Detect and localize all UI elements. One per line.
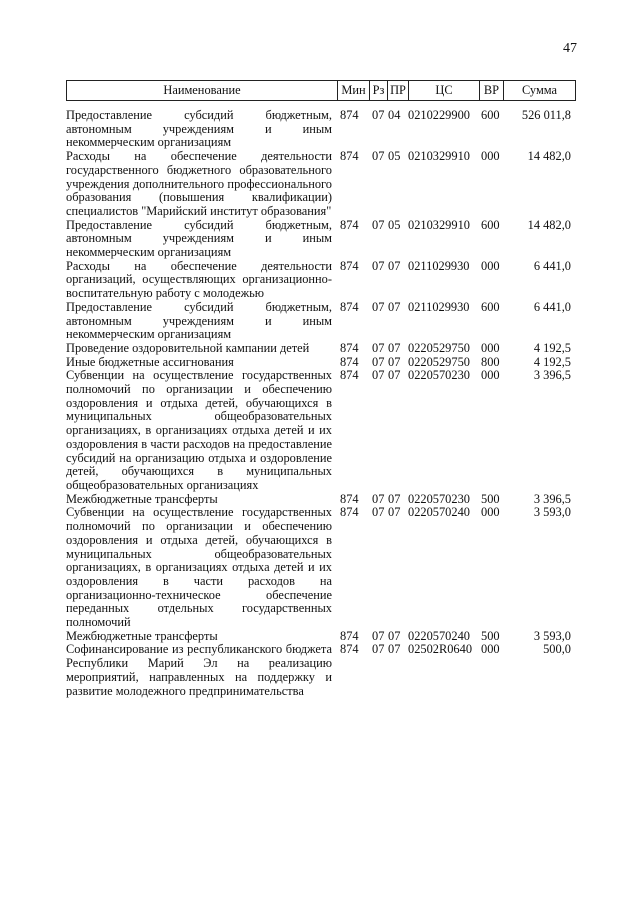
table-row xyxy=(66,150,576,219)
row-cs: 0220529750 xyxy=(408,354,470,369)
row-name: Предоставление субсидий бюджетным, автономным учреждениям и иным некоммерческим организациям xyxy=(66,108,332,150)
row-pr: 05 xyxy=(388,217,401,232)
header-rz: Рз xyxy=(369,81,387,100)
header-min: Мин xyxy=(337,81,369,100)
row-cs: 0220570230 xyxy=(408,368,470,383)
row-cs: 0220529750 xyxy=(408,340,470,355)
row-pr: 07 xyxy=(388,628,401,643)
row-min: 874 xyxy=(340,258,359,273)
row-cs: 0220570240 xyxy=(408,628,470,643)
row-pr: 07 xyxy=(388,299,401,314)
row-name: Софинансирование из республиканского бюджета Республики Марий Эл на реализацию мероприятий, направленных на поддержку и развитие молодежного предпринимательства xyxy=(66,642,332,698)
row-pr: 07 xyxy=(388,505,401,520)
row-rz: 07 xyxy=(372,642,385,657)
header-name: Наименование xyxy=(163,83,241,97)
row-sum: 500,0 xyxy=(543,642,571,657)
row-vr: 600 xyxy=(481,299,500,314)
table-header xyxy=(66,80,576,101)
row-cs: 0220570240 xyxy=(408,505,470,520)
row-name: Предоставление субсидий бюджетным, автономным учреждениям и иным некоммерческим организациям xyxy=(66,299,332,342)
row-min: 874 xyxy=(340,108,359,122)
table-row xyxy=(66,342,576,356)
row-vr: 500 xyxy=(481,628,500,643)
row-pr: 07 xyxy=(388,642,401,657)
row-min: 874 xyxy=(340,354,359,369)
row-rz: 07 xyxy=(372,340,385,355)
row-sum: 6 441,0 xyxy=(533,258,571,273)
row-pr: 07 xyxy=(388,340,401,355)
row-pr: 07 xyxy=(388,368,401,383)
row-name: Расходы на обеспечение деятельности государственного бюджетного образовательного учреждения дополнительного профессионального образования (повышения квалификации) специалистов "Марийский институт образования" xyxy=(66,149,332,218)
row-name: Субвенции на осуществление государственных полномочий по организации и обеспечению оздоровления и отдыха детей, обучающихся в муниципальных общеобразовательных организациях, в организациях отдыха детей и их оздоровления в части расходов на предоставление субсидий на организацию отдыха и оздоровление детей, обучающихся в муниципальных общеобразовательных организациях xyxy=(66,368,332,492)
row-sum: 14 482,0 xyxy=(527,149,571,164)
table-row xyxy=(66,109,576,150)
row-cs: 0220570230 xyxy=(408,491,470,506)
row-rz: 07 xyxy=(372,368,385,383)
row-name: Предоставление субсидий бюджетным, автономным учреждениям и иным некоммерческим организациям xyxy=(66,217,332,260)
row-rz: 07 xyxy=(372,258,385,273)
row-min: 874 xyxy=(340,149,359,164)
row-sum: 4 192,5 xyxy=(533,354,571,369)
row-min: 874 xyxy=(340,368,359,383)
page-number: 47 xyxy=(563,41,577,56)
row-sum: 526 011,8 xyxy=(521,108,571,122)
table-row xyxy=(66,506,576,629)
row-sum: 3 593,0 xyxy=(533,505,571,520)
header-cs: ЦС xyxy=(408,81,479,100)
table-row xyxy=(66,630,576,644)
header-vr: ВР xyxy=(479,81,503,100)
row-cs: 0210329910 xyxy=(408,217,470,232)
row-vr: 600 xyxy=(481,108,500,122)
row-sum: 4 192,5 xyxy=(533,340,571,355)
row-min: 874 xyxy=(340,505,359,520)
table-row xyxy=(66,493,576,507)
header-sum: Сумма xyxy=(503,81,575,100)
row-vr: 000 xyxy=(481,340,500,355)
row-pr: 04 xyxy=(388,108,401,122)
row-rz: 07 xyxy=(372,217,385,232)
row-pr: 07 xyxy=(388,354,401,369)
table-row xyxy=(66,356,576,370)
row-sum: 6 441,0 xyxy=(533,299,571,314)
row-cs: 02502R0640 xyxy=(408,642,473,657)
row-sum: 3 396,5 xyxy=(533,491,571,506)
row-sum: 3 396,5 xyxy=(533,368,571,383)
row-vr: 000 xyxy=(481,149,500,164)
row-rz: 07 xyxy=(372,505,385,520)
row-cs: 0210329910 xyxy=(408,149,470,164)
row-rz: 07 xyxy=(372,354,385,369)
row-min: 874 xyxy=(340,217,359,232)
row-min: 874 xyxy=(340,628,359,643)
row-pr: 07 xyxy=(388,491,401,506)
row-vr: 500 xyxy=(481,491,500,506)
row-rz: 07 xyxy=(372,628,385,643)
row-pr: 07 xyxy=(388,258,401,273)
row-rz: 07 xyxy=(372,299,385,314)
row-vr: 600 xyxy=(481,217,500,232)
row-rz: 07 xyxy=(372,491,385,506)
table-row xyxy=(66,369,576,492)
row-name: Межбюджетные трансферты xyxy=(66,628,218,643)
row-name: Межбюджетные трансферты xyxy=(66,491,218,506)
row-name: Субвенции на осуществление государственных полномочий по организации и обеспечению оздоровления и отдыха детей, обучающихся в муниципальных общеобразовательных организациях, в организациях отдыха детей и их оздоровления в части расходов на организационно-техническое обеспечение переданных отдельных государственных полномочий xyxy=(66,505,332,630)
table-row xyxy=(66,260,576,301)
row-name: Проведение оздоровительной кампании детей xyxy=(66,340,310,355)
row-min: 874 xyxy=(340,299,359,314)
row-vr: 000 xyxy=(481,368,500,383)
row-min: 874 xyxy=(340,340,359,355)
row-sum: 14 482,0 xyxy=(527,217,571,232)
row-pr: 05 xyxy=(388,149,401,164)
row-rz: 07 xyxy=(372,149,385,164)
row-min: 874 xyxy=(340,491,359,506)
row-sum: 3 593,0 xyxy=(533,628,571,643)
row-vr: 000 xyxy=(481,505,500,520)
header-pr: ПР xyxy=(387,81,408,100)
row-name: Расходы на обеспечение деятельности организаций, осуществляющих организационно-воспитательную работу с молодежью xyxy=(66,258,332,301)
table-row xyxy=(66,301,576,342)
row-cs: 0211029930 xyxy=(408,299,470,314)
table-row xyxy=(66,643,576,698)
row-rz: 07 xyxy=(372,108,385,122)
row-vr: 000 xyxy=(481,642,500,657)
row-cs: 0211029930 xyxy=(408,258,470,273)
row-vr: 800 xyxy=(481,354,500,369)
table-body xyxy=(66,109,576,698)
row-name: Иные бюджетные ассигнования xyxy=(66,354,234,369)
row-cs: 0210229900 xyxy=(408,108,470,122)
table-row xyxy=(66,219,576,260)
row-vr: 000 xyxy=(481,258,500,273)
row-min: 874 xyxy=(340,642,359,657)
